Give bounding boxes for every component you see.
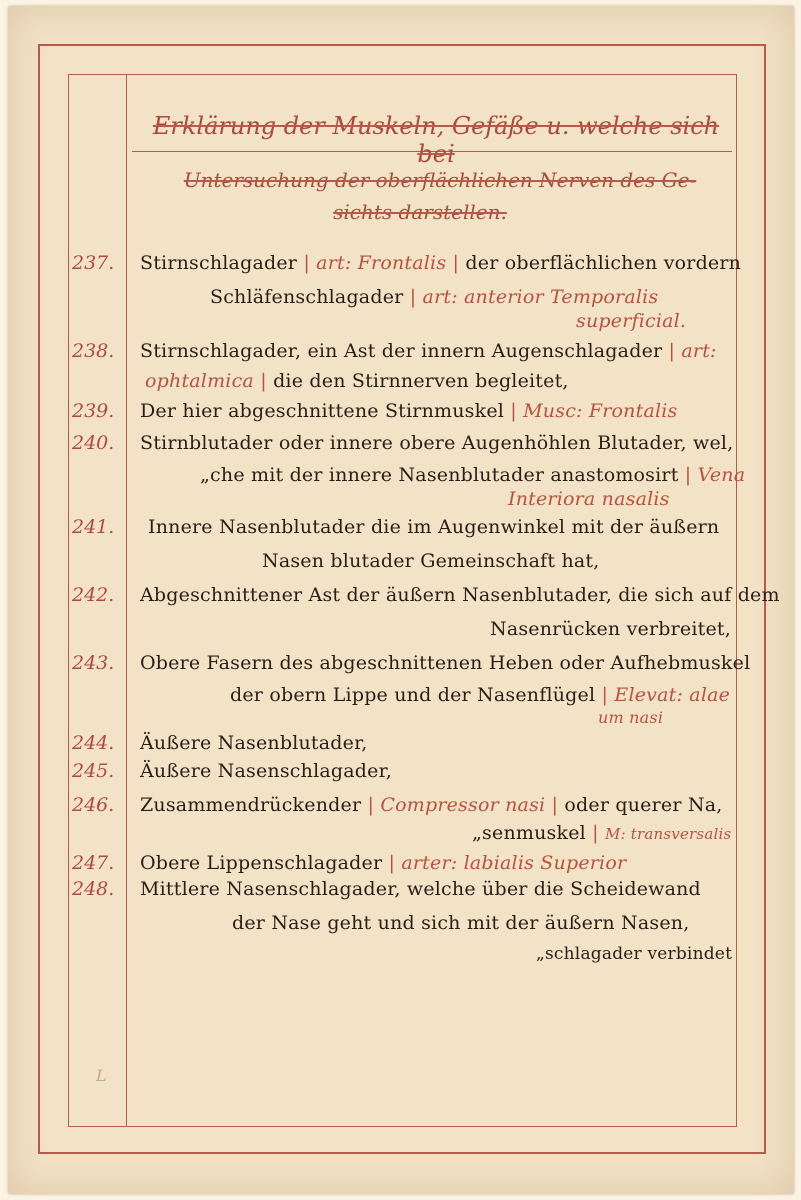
title-line-1: Erklärung der Muskeln, Gefäße u. welche sich bei (152, 112, 720, 168)
entry-number: 241. (72, 516, 115, 538)
german-text: Innere Nasenblutader die im Augenwinkel mit der äußern (148, 516, 720, 538)
entry-line: „che mit der innere Nasenblutader anastomosirt | Vena (200, 464, 746, 486)
latin-term: um nasi (598, 708, 664, 727)
entry-number: 245. (72, 760, 115, 782)
entry-number: 238. (72, 340, 115, 362)
entry-line (508, 488, 670, 510)
entry-line (140, 878, 701, 900)
entry-number: 244. (72, 732, 115, 754)
latin-term: Elevat: alae (614, 684, 731, 706)
frame-line-inner-top (68, 74, 737, 75)
german-text: Obere Fasern des abgeschnittenen Heben oder Aufhebmuskel (140, 652, 751, 674)
entry-line (140, 432, 733, 454)
entry-number: 247. (72, 852, 115, 874)
german-text: Nasen blutader Gemeinschaft hat, (262, 550, 600, 572)
german-text: Stirnschlagader, ein Ast der innern Augenschlagader (140, 340, 663, 362)
entry-line (140, 732, 368, 754)
latin-term: superficial. (576, 310, 687, 332)
entry-line (576, 310, 686, 332)
entry-line: Obere Lippenschlagader | arter: labialis Superior (140, 852, 627, 874)
entry-number: 243. (72, 652, 115, 674)
german-text: der Nase geht und sich mit der äußern Nasen, (232, 912, 690, 934)
entry-line (490, 618, 731, 640)
german-text: Mittlere Nasenschlagader, welche über die Scheidewand (140, 878, 701, 900)
german-text: Nasenrücken verbreitet, (490, 618, 731, 640)
latin-term: Compressor nasi (380, 794, 546, 816)
latin-term: Vena (697, 464, 746, 486)
entry-line (536, 944, 732, 964)
latin-term: Interiora nasalis (508, 488, 670, 510)
title-line-3: sichts darstellen. (333, 200, 507, 224)
entry-number: 239. (72, 400, 115, 422)
page-mark: L (96, 1066, 107, 1085)
latin-term: ophtalmica (145, 370, 254, 392)
german-text: der obern Lippe und der Nasenflügel (230, 684, 596, 706)
entry-line (140, 652, 750, 674)
frame-line-inner-left (68, 74, 69, 1126)
entry-line: „senmuskel | M: transversalis (472, 822, 732, 844)
entry-line: Zusammendrückender | Compressor nasi | oder querer Na, (140, 794, 723, 816)
german-text: der oberflächlichen vordern (465, 252, 742, 274)
entry-line: Schläfenschlagader | art: anterior Temporalis (210, 286, 659, 308)
entry-line (598, 708, 663, 727)
entry-number: 240. (72, 432, 115, 454)
german-text: Stirnblutader oder innere obere Augenhöhlen Blutader, wel, (140, 432, 734, 454)
latin-term: Musc: Frontalis (523, 400, 678, 422)
german-text: Zusammendrückender (140, 794, 362, 816)
german-text: Stirnschlagader (140, 252, 298, 274)
german-text: oder querer Na, (564, 794, 723, 816)
latin-term: art: (681, 340, 717, 362)
german-text: Der hier abgeschnittene Stirnmuskel (140, 400, 505, 422)
entry-line: Der hier abgeschnittene Stirnmuskel | Musc: Frontalis (140, 400, 678, 422)
frame-line-inner-bottom (68, 1126, 737, 1127)
title-line-2: Untersuchung der oberflächlichen Nerven des Ge- (183, 168, 697, 192)
entry-number: 242. (72, 584, 115, 606)
german-text: Äußere Nasenblutader, (140, 732, 368, 754)
latin-term: art: anterior Temporalis (422, 286, 659, 308)
frame-line-outer-top (38, 44, 766, 46)
frame-line-outer-left (38, 44, 40, 1154)
entry-line: Stirnschlagader | art: Frontalis | der oberflächlichen vordern (140, 252, 742, 274)
german-text: „senmuskel (472, 822, 586, 844)
german-text: Abgeschnittener Ast der äußern Nasenblutader, die sich auf dem (140, 584, 780, 606)
german-text: Äußere Nasenschlagader, (140, 760, 393, 782)
entry-line (262, 550, 600, 572)
entry-number: 246. (72, 794, 115, 816)
german-text: Schläfenschlagader (210, 286, 404, 308)
frame-line-outer-bottom (38, 1152, 766, 1154)
entry-number: 248. (72, 878, 115, 900)
latin-term: M: transversalis (605, 825, 732, 843)
latin-term: art: Frontalis (316, 252, 447, 274)
latin-term: arter: labialis Superior (401, 852, 627, 874)
entry-line (140, 584, 780, 606)
entry-line (232, 912, 689, 934)
entry-line: der obern Lippe und der Nasenflügel | Elevat: alae (230, 684, 731, 706)
entry-line (148, 516, 719, 538)
entry-number: 237. (72, 252, 115, 274)
german-text: die den Stirnnerven begleitet, (273, 370, 569, 392)
entry-line: Stirnschlagader, ein Ast der innern Augenschlagader | art: (140, 340, 717, 362)
german-text: „schlagader verbindet (536, 944, 733, 964)
entry-line: ophtalmica | die den Stirnnerven begleitet, (145, 370, 569, 392)
german-text: Obere Lippenschlagader (140, 852, 383, 874)
german-text: „che mit der innere Nasenblutader anastomosirt (200, 464, 679, 486)
entry-line (140, 760, 392, 782)
